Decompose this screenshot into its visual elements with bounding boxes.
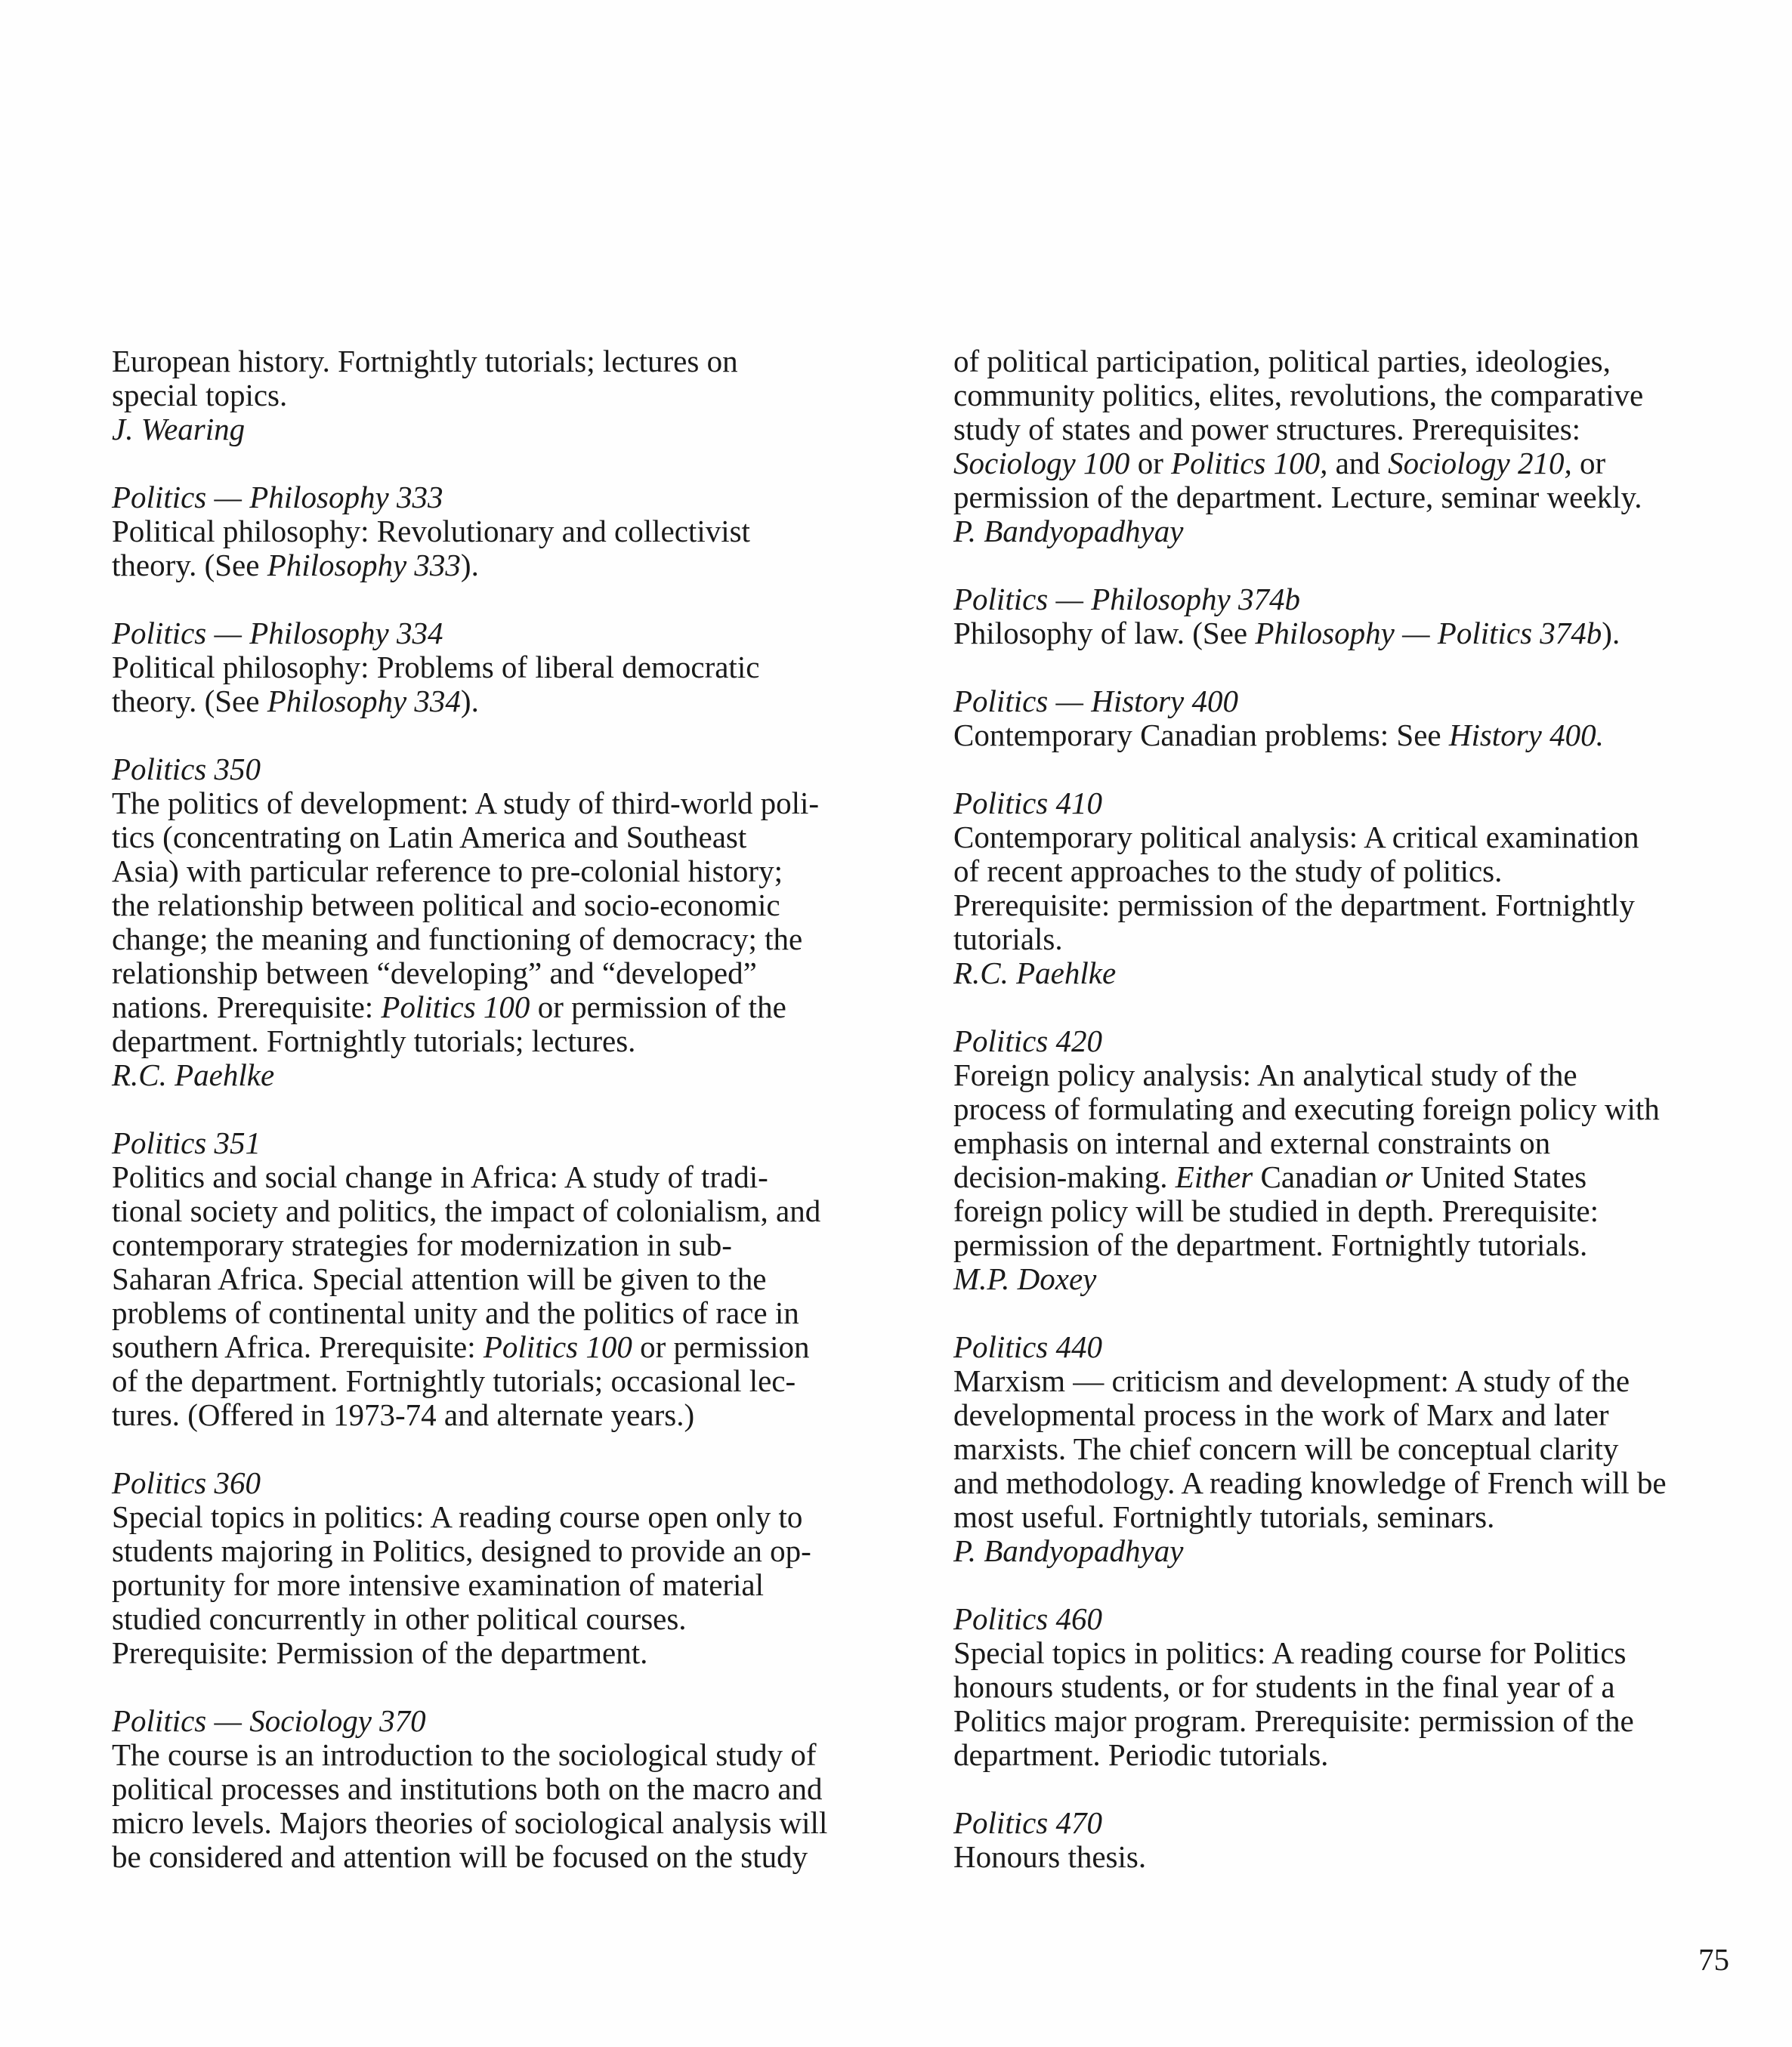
text-line [112, 1772, 898, 1806]
text-segment: the relationship between political and socio-economic [112, 888, 780, 922]
italic-text: Sociology 210, [1388, 446, 1572, 480]
text-line [953, 1330, 1739, 1364]
italic-text: Politics — Sociology 370 [112, 1703, 426, 1738]
text-segment: be considered and attention will be focused on the study [112, 1839, 808, 1874]
text-line [953, 786, 1739, 820]
italic-text: Politics — Philosophy 333 [112, 480, 443, 514]
text-line [112, 616, 898, 650]
text-segment: ). [1602, 616, 1621, 650]
text-line [953, 1058, 1739, 1092]
text-line [112, 990, 898, 1024]
text-segment: theory. (See [112, 548, 267, 582]
text-line [953, 1126, 1739, 1160]
text-segment: Saharan Africa. Special attention will be given to the [112, 1261, 767, 1296]
text-line [953, 1024, 1739, 1058]
text-line [112, 1636, 898, 1670]
text-segment: department. Periodic tutorials. [953, 1737, 1329, 1772]
text-line [953, 718, 1739, 752]
text-segment: relationship between “developing” and “developed” [112, 956, 757, 990]
text-segment: department. Fortnightly tutorials; lectures. [112, 1024, 636, 1058]
text-line [112, 684, 898, 718]
text-line [953, 684, 1739, 718]
text-segment: nations. Prerequisite: [112, 990, 382, 1024]
text-segment: or [1571, 446, 1606, 480]
text-segment: Canadian [1253, 1159, 1386, 1194]
text-line [953, 1738, 1739, 1772]
text-segment: Honours thesis. [953, 1839, 1147, 1874]
course-entry-politics-460 [953, 1602, 1739, 1772]
text-line [953, 888, 1739, 922]
text-segment: or permission of the [530, 990, 786, 1024]
text-line [112, 1296, 898, 1330]
italic-text: Politics 360 [112, 1465, 261, 1500]
text-line [112, 1194, 898, 1228]
text-line [953, 1092, 1739, 1126]
italic-text: R.C. Paehlke [953, 956, 1117, 990]
text-line [112, 1398, 898, 1432]
text-segment: The politics of development: A study of third-world poli- [112, 786, 820, 820]
text-segment: Marxism — criticism and development: A study of the [953, 1363, 1630, 1398]
text-segment: community politics, elites, revolutions, the comparative [953, 378, 1644, 412]
text-line [112, 1534, 898, 1568]
italic-text: Either [1175, 1159, 1253, 1194]
text-line [112, 1466, 898, 1500]
text-segment: political processes and institutions both on the macro and [112, 1771, 823, 1806]
text-segment: Political philosophy: Problems of liberal democratic [112, 650, 760, 684]
course-entry-politics-350 [112, 752, 898, 1092]
italic-text: P. Bandyopadhyay [953, 1533, 1184, 1568]
text-segment: tics (concentrating on Latin America and Southeast [112, 820, 747, 854]
text-segment: Philosophy of law. (See [953, 616, 1256, 650]
text-segment: of the department. Fortnightly tutorials; occasional lec- [112, 1363, 796, 1398]
text-segment: United States [1413, 1159, 1587, 1194]
italic-text: M.P. Doxey [953, 1261, 1097, 1296]
text-line [953, 514, 1739, 548]
text-segment: portunity for more intensive examination of material [112, 1567, 765, 1602]
course-entry-politics-351 [112, 1126, 898, 1432]
text-segment: or [1129, 446, 1172, 480]
text-segment: honours students, or for students in the final year of a [953, 1669, 1615, 1704]
text-line [953, 446, 1739, 480]
text-line [953, 1534, 1739, 1568]
text-segment: Contemporary Canadian problems: See [953, 718, 1449, 752]
text-segment: permission of the department. Lecture, seminar weekly. [953, 480, 1642, 514]
text-segment: Politics major program. Prerequisite: permission of the [953, 1703, 1634, 1738]
text-line [953, 1500, 1739, 1534]
text-line [953, 480, 1739, 514]
text-segment: Contemporary political analysis: A critical examination [953, 820, 1639, 854]
italic-text: Politics 100 [483, 1329, 632, 1364]
text-line [112, 650, 898, 684]
text-line [953, 1398, 1739, 1432]
course-entry-politics-420 [953, 1024, 1739, 1296]
italic-text: Politics — Philosophy 374b [953, 582, 1300, 616]
text-segment: tures. (Offered in 1973-74 and alternate years.) [112, 1397, 695, 1432]
text-line [112, 1126, 898, 1160]
text-line [112, 1568, 898, 1602]
text-segment: decision-making. [953, 1159, 1176, 1194]
text-line [112, 1058, 898, 1092]
text-line [953, 1262, 1739, 1296]
text-line [953, 854, 1739, 888]
text-line [112, 956, 898, 990]
italic-text: Politics 420 [953, 1024, 1103, 1058]
italic-text: Politics 100 [381, 990, 530, 1024]
italic-text: J. Wearing [112, 412, 246, 446]
text-segment: process of formulating and executing foreign policy with [953, 1091, 1660, 1126]
text-line [112, 1500, 898, 1534]
course-entry-politics-440 [953, 1330, 1739, 1568]
text-segment: Prerequisite: permission of the department. Fortnightly [953, 888, 1635, 922]
text-line [953, 616, 1739, 650]
text-line [953, 1636, 1739, 1670]
italic-text: Politics — History 400 [953, 684, 1238, 718]
italic-text: History 400. [1448, 718, 1604, 752]
text-segment: studied concurrently in other political courses. [112, 1601, 687, 1636]
text-line [953, 956, 1739, 990]
italic-text: Politics 100, [1171, 446, 1328, 480]
italic-text: Sociology 100 [953, 446, 1130, 480]
italic-text: Politics 460 [953, 1601, 1103, 1636]
left-column [112, 344, 898, 1908]
italic-text: Philosophy 334 [267, 684, 461, 718]
text-segment: students majoring in Politics, designed to provide an op- [112, 1533, 811, 1568]
text-line [112, 1160, 898, 1194]
text-line [953, 378, 1739, 412]
text-segment: tutorials. [953, 922, 1063, 956]
text-segment: Foreign policy analysis: An analytical study of the [953, 1057, 1577, 1092]
text-segment: tional society and politics, the impact of colonialism, and [112, 1193, 821, 1228]
text-line [112, 1602, 898, 1636]
text-segment: theory. (See [112, 684, 267, 718]
italic-text: P. Bandyopadhyay [953, 514, 1184, 548]
text-line [112, 1840, 898, 1874]
text-line [953, 1432, 1739, 1466]
text-segment: ). [460, 684, 479, 718]
italic-text: R.C. Paehlke [112, 1057, 275, 1092]
text-line [953, 1704, 1739, 1738]
text-segment: ). [460, 548, 479, 582]
text-segment: micro levels. Majors theories of sociological analysis will [112, 1805, 828, 1840]
course-entry-wearing-tail [112, 344, 898, 446]
text-line [112, 888, 898, 922]
text-segment: southern Africa. Prerequisite: [112, 1329, 484, 1364]
text-line [953, 1670, 1739, 1704]
text-line [953, 344, 1739, 378]
text-line [112, 1262, 898, 1296]
text-line [953, 922, 1739, 956]
text-segment: permission of the department. Fortnightly tutorials. [953, 1227, 1588, 1262]
right-column [953, 344, 1739, 1908]
text-segment: emphasis on internal and external constraints on [953, 1125, 1551, 1160]
text-line [112, 1228, 898, 1262]
course-entry-politics-history-400 [953, 684, 1739, 752]
italic-text: Politics 410 [953, 786, 1103, 820]
text-segment: and [1327, 446, 1389, 480]
course-entry-politics-sociology-370 [112, 1704, 898, 1874]
page-number: 75 [1698, 1942, 1729, 1977]
text-line [112, 548, 898, 582]
text-line [112, 1738, 898, 1772]
text-line [112, 1704, 898, 1738]
italic-text: Politics 351 [112, 1125, 261, 1160]
text-segment: problems of continental unity and the politics of race in [112, 1295, 799, 1330]
text-line [953, 1806, 1739, 1840]
italic-text: Politics — Philosophy 334 [112, 616, 443, 650]
course-entry-politics-470 [953, 1806, 1739, 1874]
text-line [953, 1602, 1739, 1636]
text-segment: study of states and power structures. Prerequisites: [953, 412, 1581, 446]
text-segment: European history. Fortnightly tutorials; lectures on [112, 344, 738, 378]
text-line [953, 1160, 1739, 1194]
text-segment: Special topics in politics: A reading course for Politics [953, 1635, 1627, 1670]
text-line [112, 344, 898, 378]
italic-text: Politics 350 [112, 752, 261, 786]
text-segment: most useful. Fortnightly tutorials, seminars. [953, 1499, 1495, 1534]
text-segment: special topics. [112, 378, 288, 412]
text-line [953, 412, 1739, 446]
text-segment: foreign policy will be studied in depth. Prerequisite: [953, 1193, 1599, 1228]
text-line [953, 1228, 1739, 1262]
text-segment: marxists. The chief concern will be conceptual clarity [953, 1431, 1619, 1466]
italic-text: Politics 440 [953, 1329, 1103, 1364]
italic-text: Politics 470 [953, 1805, 1103, 1840]
text-line [112, 1330, 898, 1364]
course-entry-politics-philosophy-374b [953, 582, 1739, 650]
text-line [112, 1806, 898, 1840]
italic-text: or [1385, 1159, 1414, 1194]
text-line [112, 752, 898, 786]
text-segment: The course is an introduction to the sociological study of [112, 1737, 817, 1772]
text-segment: Asia) with particular reference to pre-colonial history; [112, 854, 783, 888]
course-entry-politics-philosophy-334 [112, 616, 898, 718]
text-segment: change; the meaning and functioning of democracy; the [112, 922, 803, 956]
text-line [953, 820, 1739, 854]
text-line [112, 922, 898, 956]
text-segment: Prerequisite: Permission of the department. [112, 1635, 648, 1670]
text-segment: and methodology. A reading knowledge of French will be [953, 1465, 1667, 1500]
course-entry-politics-philosophy-333 [112, 480, 898, 582]
text-segment: contemporary strategies for modernization in sub- [112, 1227, 732, 1262]
text-line [112, 514, 898, 548]
text-line [112, 378, 898, 412]
text-line [112, 1364, 898, 1398]
text-segment: or permission [632, 1329, 810, 1364]
text-line [112, 820, 898, 854]
text-segment: Special topics in politics: A reading course open only to [112, 1499, 803, 1534]
text-line [112, 786, 898, 820]
text-line [112, 480, 898, 514]
course-entry-sociology-370-cont [953, 344, 1739, 548]
text-line [953, 582, 1739, 616]
course-entry-politics-410 [953, 786, 1739, 990]
italic-text: Philosophy 333 [267, 548, 461, 582]
text-line [953, 1840, 1739, 1874]
text-segment: Political philosophy: Revolutionary and collectivist [112, 514, 750, 548]
text-line [112, 1024, 898, 1058]
italic-text: Philosophy — Politics 374b [1255, 616, 1602, 650]
text-line [953, 1194, 1739, 1228]
text-line [112, 854, 898, 888]
text-line [112, 412, 898, 446]
text-segment: of recent approaches to the study of politics. [953, 854, 1503, 888]
course-entry-politics-360 [112, 1466, 898, 1670]
text-segment: developmental process in the work of Marx and later [953, 1397, 1609, 1432]
text-line [953, 1466, 1739, 1500]
text-line [953, 1364, 1739, 1398]
text-segment: of political participation, political parties, ideologies, [953, 344, 1611, 378]
text-segment: Politics and social change in Africa: A study of tradi- [112, 1159, 768, 1194]
